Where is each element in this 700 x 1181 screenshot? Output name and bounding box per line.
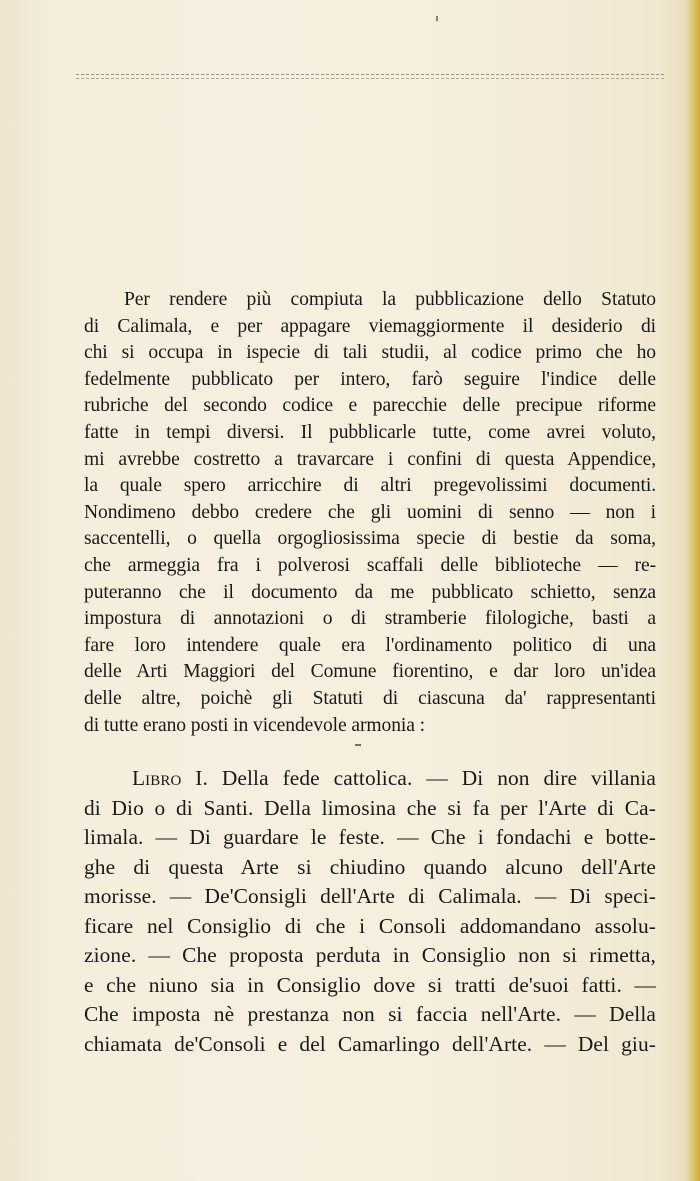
text-line: di Calimala, e per appagare viemaggiormente il desiderio di bbox=[84, 315, 656, 337]
text-line: rubriche del secondo codice e parecchie delle precipue riforme bbox=[84, 395, 656, 417]
ink-speck bbox=[436, 16, 438, 21]
text-line: fare loro intendere quale era l'ordinamento politico di una bbox=[84, 634, 656, 656]
text-line: chi si occupa in ispecie di tali studii, al codice primo che ho bbox=[84, 342, 656, 364]
header-rule bbox=[76, 74, 664, 79]
text-line: e che niuno sia in Consiglio dove si tratti de'suoi fatti. — bbox=[84, 972, 656, 997]
text-line: Per rendere più compiuta la pubblicazione dello Statuto bbox=[124, 289, 656, 310]
ink-mark bbox=[355, 744, 361, 746]
text-line: fatte in tempi diversi. Il pubblicarle tutte, come avrei voluto, bbox=[84, 421, 656, 443]
text-line: ghe di questa Arte si chiudino quando alcuno dell'Arte bbox=[84, 854, 656, 879]
text-line: ficare nel Consiglio di che i Consoli addomandano assolu- bbox=[84, 913, 656, 938]
rubric-index-paragraph bbox=[84, 764, 656, 1059]
text-line: delle Arti Maggiori del Comune fiorentino, e dar loro un'idea bbox=[84, 661, 656, 683]
text-line: saccentelli, o quella orgogliosissima specie di bestie da soma, bbox=[84, 528, 656, 550]
text-line: delle altre, poichè gli Statuti di ciascuna da' rappresentanti bbox=[84, 687, 656, 709]
text-line: Che imposta nè prestanza non si faccia nell'Arte. — Della bbox=[84, 1002, 656, 1026]
text-line: zione. — Che proposta perduta in Consiglio non si rimetta, bbox=[84, 943, 656, 967]
text-line: che armeggia fra i polverosi scaffali delle biblioteche — re- bbox=[84, 554, 656, 576]
text-line: chiamata de'Consoli e del Camarlingo dell'Arte. — Del giu- bbox=[84, 1031, 656, 1056]
text-line: di tutte erano posti in vicendevole armonia : bbox=[84, 714, 426, 736]
gilt-page-edge bbox=[686, 0, 700, 1181]
text-line: la quale spero arricchire di altri pregevolissimi documenti. bbox=[84, 475, 656, 497]
text-line: morisse. — De'Consigli dell'Arte di Calimala. — Di speci- bbox=[84, 884, 656, 908]
text-line bbox=[84, 764, 656, 794]
text-line: impostura di annotazioni o di stramberie filologiche, basti a bbox=[84, 608, 656, 630]
text-line: Nondimeno debbo credere che gli uomini di senno — non i bbox=[84, 501, 656, 523]
introductory-paragraph bbox=[84, 287, 656, 739]
text-fragment: I. Della fede cattolica. — Di non dire villania bbox=[181, 766, 656, 790]
book-heading: Libro bbox=[132, 766, 182, 790]
text-line: di Dio o di Santi. Della limosina che si fa per l'Arte di Ca- bbox=[84, 795, 656, 820]
text-line: puteranno che il documento da me pubblicato schietto, senza bbox=[84, 581, 656, 603]
text-line: limala. — Di guardare le feste. — Che i fondachi e botte- bbox=[84, 825, 656, 849]
text-line: mi avrebbe costretto a travarcare i confini di questa Appendice, bbox=[84, 448, 656, 470]
text-line: fedelmente pubblicato per intero, farò seguire l'indice delle bbox=[84, 368, 656, 390]
